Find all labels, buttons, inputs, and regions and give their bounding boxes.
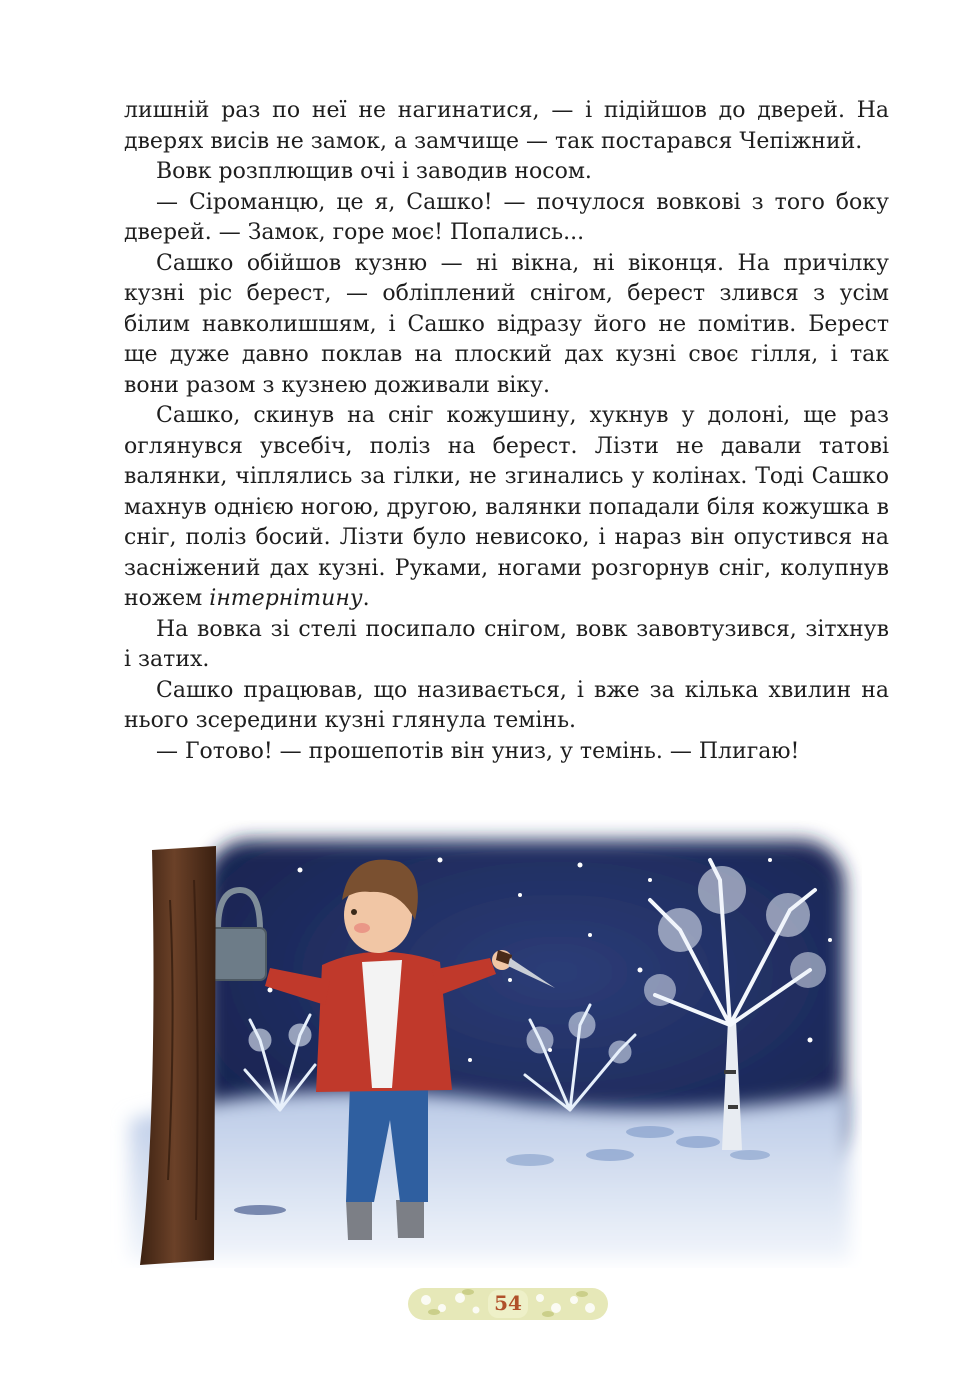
- paragraph: лишній раз по неї не нагинатися, — і підійшов до дверей. На дверях висів не замок, а замчище — так постарався Чепіжний.: [124, 98, 889, 154]
- paragraph-text: Сашко, скинув на сніг кожушину, хукнув у долоні, ще раз оглянувся увсебіч, поліз на берест. Лізти не давали татові валянки, чіплялись за гілки, не згинались у колінах. Тоді Сашко махнув однією ногою, другою, валянки попадали біля кожушка в сніг, поліз босий. Лізти було невисоко, і нараз він опустився на засніжений дах кузні. Руками, ногами розгорнув сніг, колупнув ножем: [124, 403, 889, 611]
- story-text: [124, 96, 889, 767]
- italic-word: інтернітину: [209, 586, 363, 611]
- paragraph: [124, 401, 889, 615]
- snow-ground: [130, 1090, 850, 1260]
- winter-night-illustration: [110, 820, 862, 1268]
- paragraph: — Готово! — прошепотів він униз, у темінь. — Плигаю!: [156, 738, 800, 764]
- paragraph: На вовка зі стелі посипало снігом, вовк завовтузився, зітхнув і затих.: [124, 616, 889, 672]
- paragraph: Сашко працював, що називається, і вже за кілька хвилин на нього зсередини кузні глянула темінь.: [124, 677, 889, 733]
- paragraph: Вовк розплющив очі і заводив носом.: [156, 159, 592, 184]
- paragraph: — Сіроманцю, це я, Сашко! — почулося вовкові з того боку дверей. — Замок, горе моє! Попались...: [124, 189, 889, 245]
- page-number: 54: [494, 1291, 522, 1315]
- page-footer: [404, 1278, 612, 1330]
- paragraph: Сашко обійшов кузню — ні вікна, ні віконця. На причілку кузні ріс берест, — обліплений снігом, берест злився з усім білим навколишшям, і Сашко відразу його не помітив. Берест ще дуже давно поклав на плоский дах кузні своє гілля, і так вони разом з кузнею доживали віку.: [124, 250, 889, 398]
- tree-trunk: [140, 846, 216, 1265]
- paragraph-end: .: [362, 586, 370, 611]
